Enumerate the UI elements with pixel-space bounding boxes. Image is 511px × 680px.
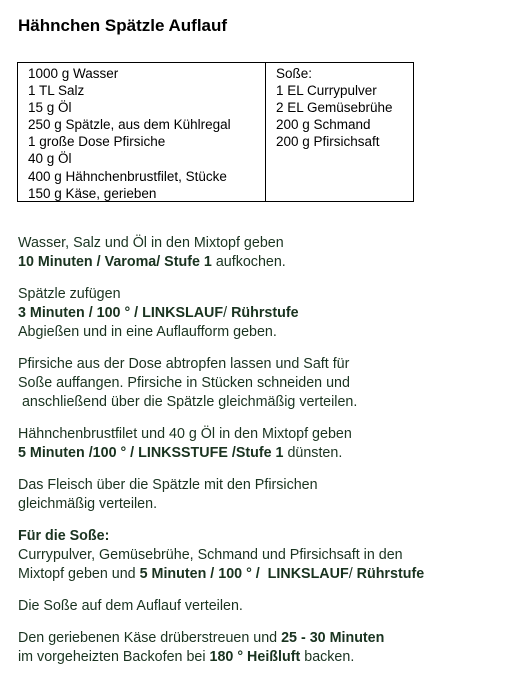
ingredient-item: 40 g Öl	[28, 151, 72, 167]
ingredient-item: 1 große Dose Pfirsiche	[28, 134, 166, 150]
step-5	[18, 476, 498, 514]
step-setting: Rührstufe	[231, 305, 299, 321]
step-2	[18, 285, 498, 342]
ingredient-item: 1 TL Salz	[28, 83, 85, 99]
step-setting: 180 ° Heißluft	[209, 649, 301, 665]
step-text: Abgießen und in eine Auflaufform geben.	[18, 324, 277, 340]
ingredients-table	[17, 62, 414, 202]
step-1	[18, 234, 498, 272]
step-setting: Rührstufe	[356, 566, 425, 582]
step-7	[18, 597, 498, 616]
step-text-part: im vorgeheizten Backofen bei	[18, 649, 210, 665]
step-text: Soße auffangen. Pfirsiche in Stücken schneiden und	[18, 375, 350, 391]
step-text	[18, 253, 498, 272]
step-text	[18, 565, 498, 584]
step-6	[18, 527, 498, 584]
step-text-part: backen.	[300, 649, 355, 665]
step-text-part: Den geriebenen Käse drüberstreuen und	[18, 630, 282, 646]
sauce-ingredient-item: 1 EL Currypulver	[276, 83, 377, 99]
step-8	[18, 629, 498, 667]
sauce-step-heading: Für die Soße:	[18, 528, 110, 544]
step-text: Die Soße auf dem Auflauf verteilen.	[18, 598, 243, 614]
sauce-ingredient-item: 200 g Pfirsichsaft	[276, 134, 380, 150]
step-setting: 5 Minuten / 100 ° / LINKSLAUF	[139, 566, 349, 582]
step-3	[18, 355, 498, 412]
step-text	[18, 304, 498, 323]
sauce-heading: Soße:	[276, 66, 313, 81]
step-text-part: Mixtopf geben und	[18, 566, 140, 582]
ingredient-item: 250 g Spätzle, aus dem Kühlregal	[28, 117, 231, 133]
step-setting: 5 Minuten /100 ° / LINKSSTUFE /Stufe 1	[18, 445, 284, 461]
step-text: Currypulver, Gemüsebrühe, Schmand und Pfirsichsaft in den	[18, 547, 403, 563]
ingredient-item: 150 g Käse, gerieben	[28, 185, 157, 201]
step-text: Das Fleisch über die Spätzle mit den Pfirsichen	[18, 477, 318, 493]
step-text	[18, 629, 498, 648]
step-text-part: aufkochen.	[211, 254, 286, 270]
step-text: Hähnchenbrustfilet und 40 g Öl in den Mixtopf geben	[18, 426, 352, 442]
step-text: gleichmäßig verteilen.	[18, 496, 158, 512]
step-text-part: dünsten.	[283, 445, 343, 461]
ingredients-sauce-column	[266, 63, 413, 201]
ingredient-item: 400 g Hähnchenbrustfilet, Stücke	[28, 168, 227, 184]
step-text: Spätzle zufügen	[18, 286, 121, 302]
step-setting: 10 Minuten / Varoma/ Stufe 1	[18, 254, 212, 270]
step-4	[18, 425, 498, 463]
sauce-ingredient-item: 2 EL Gemüsebrühe	[276, 100, 393, 116]
step-setting: 25 - 30 Minuten	[281, 630, 385, 646]
step-text	[18, 648, 498, 667]
recipe-title: Hähnchen Spätzle Auflauf	[18, 16, 228, 35]
step-text: anschließend über die Spätzle gleichmäßig verteilen.	[18, 394, 358, 410]
step-setting: 3 Minuten / 100 ° / LINKSLAUF	[18, 305, 224, 321]
step-text	[18, 444, 498, 463]
instructions	[18, 234, 498, 680]
ingredient-item: 1000 g Wasser	[28, 66, 119, 81]
step-text-part: /	[348, 566, 357, 582]
sauce-ingredient-item: 200 g Schmand	[276, 117, 371, 133]
ingredients-main-column	[18, 63, 266, 201]
step-text: Pfirsiche aus der Dose abtropfen lassen und Saft für	[18, 356, 350, 372]
step-text: Wasser, Salz und Öl in den Mixtopf geben	[18, 235, 284, 251]
step-text-part: /	[223, 305, 232, 321]
ingredient-item: 15 g Öl	[28, 100, 72, 116]
